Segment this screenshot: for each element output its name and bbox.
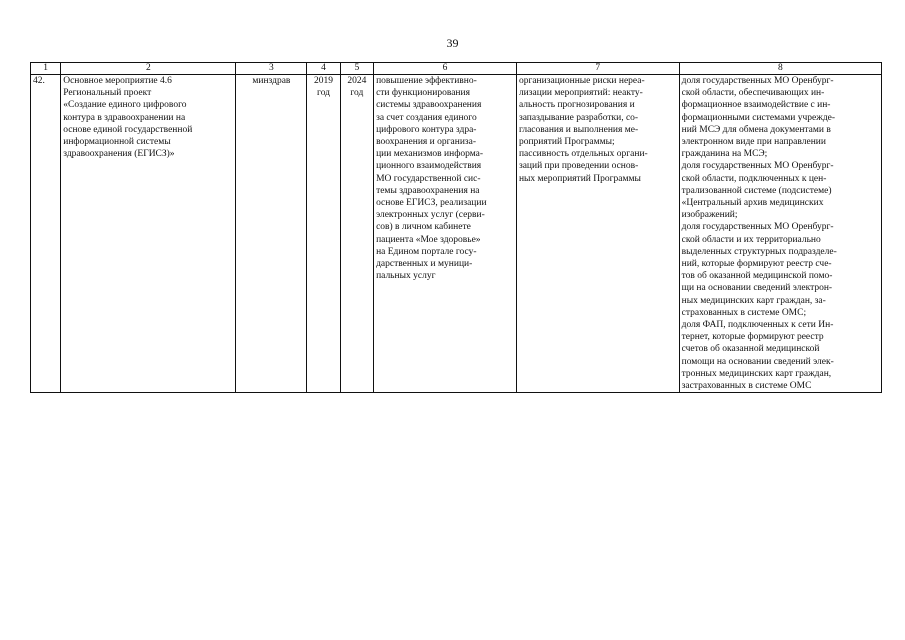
text-line: тронных медицинских карт граждан,	[681, 368, 832, 379]
text-line: основе единой государственной	[63, 124, 193, 135]
text-line: «Создание единого цифрового	[63, 100, 187, 111]
text-line: доля государственных МО Оренбург-	[681, 161, 834, 172]
text-line: счетов об оказанной медицинской	[681, 344, 820, 355]
text-line: ционного взаимодействия	[376, 161, 482, 172]
text-line: электронном виде при направлении	[681, 137, 826, 148]
text-line: гласования и выполнения ме-	[518, 124, 639, 135]
text-line: дарственных и муници-	[376, 259, 473, 270]
program-table	[30, 62, 882, 393]
text-line: лизации мероприятий: неакту-	[518, 88, 643, 99]
text-line: основе ЕГИСЗ, реализации	[376, 198, 487, 209]
text-line: контура в здравоохранении на	[63, 112, 186, 123]
text-line: Региональный проект	[63, 88, 152, 99]
text-line: 2024	[347, 76, 367, 86]
text-line: роприятий Программы;	[518, 137, 615, 148]
text-line: тернет, которые формируют реестр	[681, 332, 824, 343]
text-line: пассивность отдельных органи-	[518, 149, 648, 160]
text-line: сов) в личном кабинете	[376, 222, 471, 233]
text-line: организационные риски нереа-	[518, 76, 645, 86]
text-line: год	[350, 88, 364, 99]
column-number: 3	[236, 63, 307, 75]
text-line: ний МСЭ для обмена документами в	[681, 124, 831, 135]
text-line: формационное взаимодействие с ин-	[681, 100, 831, 111]
text-line: 2019	[314, 76, 334, 86]
text-line: страхованных в системе ОМС;	[681, 307, 807, 318]
page-number: 39	[446, 36, 459, 50]
text-line: МО государственной сис-	[376, 173, 481, 184]
text-line: системы здравоохранения	[376, 100, 482, 111]
text-line: застрахованных в системе ОМС	[681, 381, 812, 392]
column-number: 8	[679, 63, 881, 75]
measure-name	[61, 75, 236, 393]
text-line: год	[317, 88, 331, 99]
column-number: 2	[61, 63, 236, 75]
text-line: ний, которые формируют реестр сче-	[681, 259, 832, 270]
text-line: доля ФАП, подключенных к сети Ин-	[681, 320, 834, 331]
text-line: ской области и их территориально	[681, 234, 821, 245]
text-line: формационными системами учрежде-	[681, 112, 836, 123]
text-line: Основное мероприятие 4.6	[63, 76, 172, 86]
text-line: здравоохранения (ЕГИСЗ)»	[63, 149, 175, 160]
column-number: 7	[516, 63, 679, 75]
text-line: ции механизмов информа-	[376, 149, 484, 160]
text-line: повышение эффективно-	[376, 76, 477, 86]
text-line: альность прогнозирования и	[518, 100, 635, 111]
text-line: заций при проведении основ-	[518, 161, 639, 172]
expected-result	[374, 75, 517, 393]
text-line: запаздывание разработки, со-	[518, 112, 639, 123]
text-line: темы здравоохранения на	[376, 185, 480, 196]
text-line: щи на основании сведений электрон-	[681, 283, 833, 294]
executor: минздрав	[236, 75, 307, 393]
text-line: на Едином портале госу-	[376, 246, 477, 257]
column-number: 4	[307, 63, 340, 75]
column-number: 6	[374, 63, 517, 75]
text-line: помощи на основании сведений элек-	[681, 356, 834, 367]
text-line: выделенных структурных подразделе-	[681, 246, 837, 257]
text-line: «Центральный архив медицинских	[681, 198, 824, 209]
text-line: ской области, обеспечивающих ин-	[681, 88, 825, 99]
text-line: за счет создания единого	[376, 112, 477, 123]
column-number-row	[31, 63, 882, 75]
text-line: тов об оказанной медицинской помо-	[681, 271, 833, 282]
column-number: 5	[340, 63, 373, 75]
text-line: пальных услуг	[376, 271, 436, 282]
column-number: 1	[31, 63, 61, 75]
row-number: 42.	[31, 75, 61, 393]
text-line: пациента «Мое здоровье»	[376, 234, 481, 245]
text-line: ных медицинских карт граждан, за-	[681, 295, 826, 306]
text-line: ных мероприятий Программы	[518, 173, 641, 184]
risks	[516, 75, 679, 393]
text-line: воохранения и организа-	[376, 137, 477, 148]
text-line: изображений;	[681, 210, 738, 221]
end-year	[340, 75, 373, 393]
text-line: доля государственных МО Оренбург-	[681, 222, 834, 233]
text-line: ской области, подключенных к цен-	[681, 173, 827, 184]
text-line: сти функционирования	[376, 88, 470, 99]
text-line: электронных услуг (серви-	[376, 210, 485, 221]
text-line: гражданина на МСЭ;	[681, 149, 768, 160]
text-line: доля государственных МО Оренбург-	[681, 76, 834, 86]
text-line: информационной системы	[63, 137, 171, 148]
start-year	[307, 75, 340, 393]
text-line: трализованной системе (подсистеме)	[681, 185, 832, 196]
indicators	[679, 75, 881, 393]
text-line: цифрового контура здра-	[376, 124, 477, 135]
table-row	[31, 75, 882, 393]
